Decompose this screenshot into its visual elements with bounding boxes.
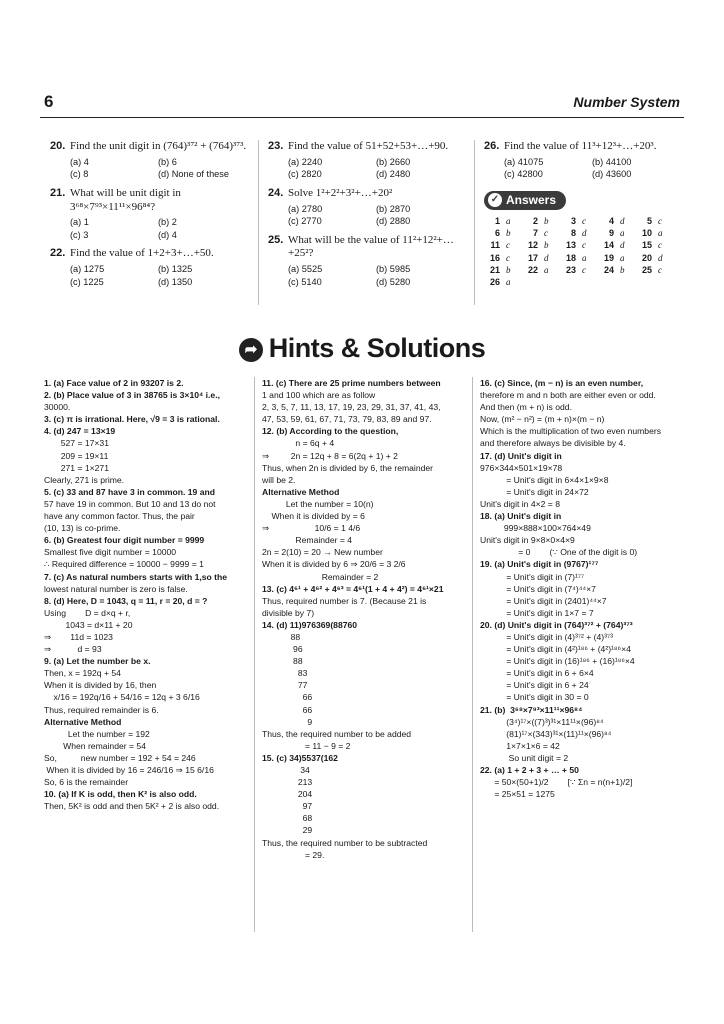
solution-line: = Unit's digit in (16)¹⁸⁶ + (16)¹⁸⁶×4: [480, 656, 635, 667]
solution-line: Alternative Method: [262, 486, 340, 497]
solution-line: 527 = 17×31: [44, 438, 109, 449]
question-body: Find the value of 51+52+53+…+90.: [288, 140, 449, 152]
solution-line: 66: [262, 692, 313, 703]
solution-line: Thus, when 2n is divided by 6, the remainder: [262, 462, 434, 473]
answer-letter: d: [582, 228, 587, 238]
answer-item: [598, 265, 636, 276]
answer-item: [484, 240, 522, 251]
option: (c) 8: [70, 169, 89, 180]
solution-line: 204: [262, 789, 313, 800]
solution-line: 83: [262, 668, 308, 679]
answer-item: [522, 240, 560, 251]
solution-line: 209 = 19×11: [44, 450, 109, 461]
answer-number: 19: [603, 252, 614, 263]
answer-number: 11: [490, 240, 500, 251]
answer-letter: b: [506, 264, 511, 275]
option: (a) 5525: [288, 264, 323, 274]
solution-line: 1. (a) Face value of 2 in 93207 is 2.: [44, 378, 184, 388]
answer-number: 7: [532, 228, 538, 238]
solution-line: therefore m and n both are either even or odd.: [480, 390, 656, 401]
option: (a) 41075: [504, 156, 544, 167]
option: (b) 2870: [376, 203, 411, 214]
question-options: [484, 157, 684, 181]
solution-line: 1043 = d×11 + 20: [44, 619, 133, 630]
solution-line: = 29.: [262, 849, 325, 860]
question-number: 24.: [268, 186, 284, 199]
answer-item: [484, 216, 522, 227]
page-number: 6: [44, 92, 54, 111]
solution-line: (81)¹⁷×(343)³¹×(11)¹¹×(96)⁸⁴: [480, 728, 612, 739]
question-body: Find the value of 1+2+3+…+50.: [70, 247, 214, 260]
question-options: [268, 157, 468, 181]
option: (b) 6: [158, 156, 177, 167]
option: (b) 1325: [158, 264, 193, 274]
solution-line: 97: [262, 801, 313, 812]
share-arrow-icon: ➦: [239, 338, 263, 362]
answer-number: 18: [565, 252, 576, 263]
solution-line: 9. (a) Let the number be x.: [44, 656, 151, 667]
solution-line: = Unit's digit in 30 = 0: [480, 692, 589, 703]
solution-line: 96: [262, 644, 303, 655]
solution-line: 21. (b) 3⁶⁸×7⁹³×11¹¹×96⁸⁴: [480, 704, 583, 715]
solution-line: 16. (c) Since, (m − n) is an even number,: [480, 378, 644, 388]
answers-heading: ✓ Answers: [484, 191, 566, 210]
answer-number: 26: [489, 277, 500, 287]
answer-item: [598, 253, 636, 264]
solution-line: divisible by 7): [262, 607, 315, 618]
solution-line: 77: [262, 680, 308, 691]
solution-line: = 11 − 9 = 2: [262, 740, 351, 751]
answer-letter: b: [544, 240, 549, 251]
solution-line: 18. (a) Unit's digit in: [480, 511, 562, 522]
answer-number: 2: [532, 215, 538, 226]
solution-line: 2. (b) Place value of 3 in 38765 is 3×10⁴ i.e.,: [44, 390, 220, 401]
solution-line: Unit's digit in 4×2 = 8: [480, 498, 560, 509]
answer-letter: c: [582, 264, 586, 275]
option: (b) 2: [158, 217, 177, 228]
option: (d) 1350: [158, 276, 193, 287]
answer-letter: b: [506, 228, 511, 238]
solution-line: Smallest five digit number = 10000: [44, 547, 177, 558]
solution-line: = 0 (∵ One of the digit is 0): [480, 547, 638, 558]
option: (c) 1225: [70, 276, 104, 287]
solution-line: 22. (a) 1 + 2 + 3 + … + 50: [480, 765, 579, 775]
question-body: Find the unit digit in (764)³⁷² + (764)³⁷³.: [70, 140, 247, 152]
answer-letter: b: [620, 264, 625, 275]
solution-line: = Unit's digit in (4)³⁷² + (4)³⁷³: [480, 631, 613, 642]
solution-line: 68: [262, 813, 313, 824]
header-rule: [40, 117, 684, 118]
question-text: [268, 140, 468, 154]
answer-number: 9: [608, 228, 614, 238]
solution-line: (10, 13) is co-prime.: [44, 523, 121, 534]
answer-number: 1: [494, 215, 500, 226]
answer-number: 23: [565, 264, 576, 275]
answer-number: 20: [641, 252, 652, 263]
column-divider: [474, 140, 475, 305]
solution-line: = 50×(50+1)/2 [∵ Σn = n(n+1)/2]: [480, 777, 633, 788]
answer-item: [598, 216, 636, 227]
answer-item: [560, 240, 598, 251]
answer-item: [560, 228, 598, 239]
column-divider: [254, 377, 255, 932]
question-number: 23.: [268, 140, 284, 152]
question-column-1: [50, 140, 250, 294]
option: (b) 2660: [376, 156, 411, 167]
solution-line: ⇒ d = 93: [44, 644, 102, 655]
question-item: [50, 140, 250, 181]
solution-line: (3⁴)¹⁷×((7)³)³¹×11¹¹×(96)⁸⁴: [480, 716, 604, 727]
answer-item: [636, 228, 674, 239]
answer-item: [484, 228, 522, 239]
answer-item: [484, 253, 522, 264]
solution-line: 20. (d) Unit's digit in (764)³⁷² + (764)³⁷³: [480, 619, 633, 630]
answer-letter: c: [544, 228, 548, 238]
question-options: [268, 204, 468, 228]
answer-letter: d: [620, 215, 625, 226]
answer-item: [560, 253, 598, 264]
solution-line: Then, x = 192q + 54: [44, 668, 121, 679]
solution-line: 1×7×1×6 = 42: [480, 740, 560, 751]
option: (d) None of these: [158, 169, 229, 180]
solution-line: lowest natural number is zero is false.: [44, 583, 188, 594]
answer-number: 25: [641, 264, 652, 275]
option: (d) 2480: [376, 169, 411, 180]
solution-line: 3. (c) π is irrational. Here, √9 = 3 is rational.: [44, 414, 220, 425]
answer-number: 12: [527, 240, 538, 251]
question-number: 22.: [50, 247, 66, 260]
solution-line: 1 and 100 which are as follow: [262, 390, 376, 401]
answer-number: 8: [570, 228, 576, 238]
solution-line: ∴ Required difference = 10000 − 9999 = 1: [44, 559, 204, 570]
answer-letter: a: [620, 228, 625, 238]
option: (d) 2880: [376, 216, 411, 226]
option: (c) 42800: [504, 169, 543, 180]
question-item: [268, 140, 468, 181]
answer-item: [522, 228, 560, 239]
solution-line: 47, 53, 59, 61, 67, 71, 73, 79, 83, 89 and 97.: [262, 414, 432, 425]
solution-line: = Unit's digit in 24×72: [480, 486, 589, 497]
answer-number: 22: [527, 264, 538, 275]
answer-number: 14: [603, 240, 614, 251]
answer-number: 4: [608, 215, 614, 226]
solution-line: So, new number = 192 + 54 = 246: [44, 752, 196, 763]
solution-line: 10. (a) If K is odd, then K² is also odd.: [44, 789, 197, 800]
question-options: [50, 157, 250, 181]
solution-line: When it is divided by = 6: [262, 511, 365, 522]
solution-line: ⇒ 10/6 = 1 4/6: [262, 523, 361, 534]
solution-line: 5. (c) 33 and 87 have 3 in common. 19 and: [44, 486, 215, 497]
solution-line: Clearly, 271 is prime.: [44, 474, 125, 485]
answer-item: [598, 228, 636, 239]
solution-line: 976×344×501×19×78: [480, 462, 563, 473]
answer-letter: a: [582, 252, 587, 263]
solution-line: 15. (c) 34)5537(162: [262, 752, 338, 763]
chapter-title: Number System: [573, 94, 680, 110]
question-number: 20.: [50, 140, 66, 152]
question-column-2: [268, 140, 468, 294]
question-number: 21.: [50, 186, 66, 199]
answer-item: [560, 216, 598, 227]
solution-line: So unit digit = 2: [480, 752, 569, 763]
solution-line: and therefore always be divisible by 4.: [480, 438, 626, 449]
solution-line: = Unit's digit in 1×7 = 7: [480, 607, 594, 618]
solution-line: Let the number = 10(n): [262, 498, 374, 509]
solution-line: 7. (c) As natural numbers starts with 1,so the: [44, 571, 228, 582]
option: (a) 1275: [70, 264, 105, 274]
question-body: What will be the value of 11²+12²+…+25²?: [288, 233, 454, 260]
solution-line: 6. (b) Greatest four digit number = 9999: [44, 535, 205, 546]
question-body: Find the value of 11³+12³+…+20³.: [504, 140, 657, 152]
answer-number: 5: [646, 215, 652, 226]
question-number: 25.: [268, 233, 284, 246]
answer-letter: c: [582, 215, 586, 226]
question-item: [268, 234, 468, 289]
solution-line: have any common factor. Thus, the pair: [44, 511, 195, 522]
option: (d) 4: [158, 229, 177, 240]
solution-line: = 25×51 = 1275: [480, 789, 555, 800]
solution-line: 17. (d) Unit's digit in: [480, 450, 562, 461]
solution-line: = Unit's digit in (2401)⁴⁴×7: [480, 595, 607, 606]
solution-line: = Unit's digit in 6 + 6×4: [480, 668, 594, 679]
solution-line: Alternative Method: [44, 716, 122, 727]
solution-line: 2, 3, 5, 7, 11, 13, 17, 19, 23, 29, 31, 37, 41, 43,: [262, 402, 441, 413]
solution-line: 8. (d) Here, D = 1043, q = 11, r = 20, d = ?: [44, 595, 208, 606]
column-divider: [472, 377, 473, 932]
solution-line: = Unit's digit in (4²)¹⁸⁶ + (4²)¹⁸⁶×4: [480, 644, 631, 655]
answer-letter: c: [582, 240, 586, 251]
solution-column-3: [480, 377, 690, 800]
option: (c) 2770: [288, 216, 322, 226]
answer-letter: b: [544, 215, 549, 226]
solution-line: will be 2.: [262, 474, 296, 485]
question-body: Solve 1²+2²+3²+…+20²: [288, 186, 393, 199]
question-text: [50, 247, 250, 261]
solution-line: When remainder = 54: [44, 740, 146, 751]
option: (a) 2780: [288, 203, 323, 214]
answer-number: 15: [641, 240, 652, 251]
question-text: [268, 234, 468, 262]
question-item: [50, 187, 250, 242]
solution-line: Remainder = 4: [262, 535, 353, 546]
answer-letter: a: [544, 264, 549, 275]
solution-line: 4. (d) 247 = 13×19: [44, 426, 116, 437]
solutions-heading: ➦ Hints & Solutions: [0, 333, 724, 364]
solution-line: 999×888×100×764×49: [480, 523, 591, 534]
solution-line: 213: [262, 777, 313, 788]
solution-line: = Unit's digit in 6 + 24: [480, 680, 589, 691]
solution-line: x/16 = 192q/16 + 54/16 = 12q + 3 6/16: [44, 692, 200, 703]
solution-line: Thus, required number is 7. (Because 21 is: [262, 595, 427, 606]
answer-item: [636, 240, 674, 251]
answer-letter: a: [506, 277, 511, 287]
answer-letter: c: [506, 252, 510, 263]
answer-item: [598, 240, 636, 251]
answer-item: [484, 277, 522, 288]
answer-item: [636, 253, 674, 264]
solution-line: 66: [262, 704, 313, 715]
solution-line: 88: [262, 656, 303, 667]
check-icon: ✓: [488, 193, 502, 207]
answer-letter: a: [620, 252, 625, 263]
option: (c) 5140: [288, 276, 322, 287]
solution-line: Thus, the required number to be added: [262, 728, 412, 739]
answer-letter: d: [544, 252, 549, 263]
option: (c) 3: [70, 229, 89, 240]
solution-line: When it is divided by 16, then: [44, 680, 157, 691]
solution-line: And then (m + n) is odd.: [480, 402, 572, 413]
answer-item: [636, 265, 674, 276]
solution-line: 11. (c) There are 25 prime numbers between: [262, 378, 441, 388]
answer-item: [522, 253, 560, 264]
solution-line: 88: [262, 631, 301, 642]
solution-line: ⇒ 11d = 1023: [44, 631, 113, 642]
question-text: [268, 187, 468, 201]
answer-letter: a: [658, 228, 663, 238]
answer-number: 13: [565, 240, 576, 251]
solution-line: = Unit's digit in (7⁴)⁴⁴×7: [480, 583, 596, 594]
question-column-3: [484, 140, 684, 288]
option: (c) 2820: [288, 169, 322, 180]
answer-letter: d: [620, 240, 625, 251]
solution-line: Now, (m² − n²) = (m + n)×(m − n): [480, 414, 605, 425]
answer-number: 17: [527, 252, 538, 263]
solution-line: 19. (a) Unit's digit in (9767)¹⁷⁷: [480, 559, 599, 570]
answer-letter: d: [658, 252, 663, 263]
solution-line: Thus, the required number to be subtracted: [262, 837, 428, 848]
question-item: [50, 247, 250, 288]
solution-line: Unit's digit in 9×8×0×4×9: [480, 535, 575, 546]
question-options: [50, 264, 250, 288]
option: (a) 1: [70, 217, 89, 228]
answer-item: [522, 265, 560, 276]
question-options: [268, 264, 468, 288]
solution-line: 2n = 2(10) = 20 → New number: [262, 547, 383, 558]
solution-line: ⇒ 2n = 12q + 8 = 6(2q + 1) + 2: [262, 450, 398, 461]
solution-line: 30000.: [44, 402, 71, 413]
question-number: 26.: [484, 140, 500, 152]
question-item: [268, 187, 468, 228]
question-item: [484, 140, 684, 181]
solution-line: So, 6 is the remainder: [44, 777, 129, 788]
answers-grid: [484, 216, 684, 289]
answer-number: 6: [494, 228, 500, 238]
solution-line: 13. (c) 4⁶¹ + 4⁶² + 4⁶³ = 4⁶¹(1 + 4 + 4²) = 4⁶¹×21: [262, 583, 444, 594]
answer-letter: c: [658, 264, 662, 275]
option: (d) 5280: [376, 276, 411, 287]
question-text: [50, 187, 250, 215]
answer-item: [636, 216, 674, 227]
column-divider: [258, 140, 259, 305]
question-options: [50, 217, 250, 241]
solution-line: 29: [262, 825, 313, 836]
solution-line: 34: [262, 765, 310, 775]
option: (b) 44100: [592, 156, 632, 167]
solution-line: Using D = d×q + r,: [44, 607, 131, 618]
solution-line: = Unit's digit in 6×4×1×9×8: [480, 474, 609, 485]
option: (a) 2240: [288, 156, 323, 167]
answer-number: 16: [489, 252, 500, 263]
question-body: What will be unit digit in 3⁶⁸×7⁹³×11¹¹×96⁸⁴?: [70, 186, 181, 213]
option: (d) 43600: [592, 169, 632, 180]
solution-line: 271 = 1×271: [44, 462, 109, 473]
solution-line: Thus, required remainder is 6.: [44, 704, 159, 715]
option: (b) 5985: [376, 264, 411, 274]
answer-item: [560, 265, 598, 276]
solution-line: 9: [262, 716, 313, 727]
solution-line: Let the number = 192: [44, 728, 150, 739]
solution-line: When it is divided by 16 = 246/16 ⇒ 15 6/16: [44, 765, 214, 775]
solution-line: Remainder = 2: [262, 571, 379, 582]
answer-number: 24: [603, 264, 614, 275]
answer-letter: c: [658, 240, 662, 251]
solution-line: 14. (d) 11)976369(88760: [262, 619, 358, 630]
solution-line: = Unit's digit in (7)¹⁷⁷: [480, 571, 585, 582]
question-text: [484, 140, 684, 154]
answer-number: 10: [641, 228, 652, 238]
solution-line: Then, 5K² is odd and then 5K² + 2 is also odd.: [44, 801, 220, 812]
option: (a) 4: [70, 156, 89, 167]
answer-number: 21: [489, 264, 500, 275]
solution-line: n = 6q + 4: [262, 438, 335, 449]
solution-column-2: [262, 377, 472, 861]
answer-letter: c: [658, 215, 662, 226]
solution-line: 12. (b) According to the question,: [262, 426, 399, 437]
question-text: [50, 140, 250, 154]
answer-item: [522, 216, 560, 227]
answer-letter: c: [506, 240, 510, 251]
answer-number: 3: [570, 215, 576, 226]
solution-line: Which is the multiplication of two even numbers: [480, 426, 662, 437]
answer-item: [484, 265, 522, 276]
solution-line: When it is divided by 6 ⇒ 20/6 = 3 2/6: [262, 559, 406, 570]
answer-letter: a: [506, 215, 511, 226]
solution-line: 57 have 19 in common. But 10 and 13 do not: [44, 498, 216, 509]
solution-column-1: [44, 377, 254, 812]
